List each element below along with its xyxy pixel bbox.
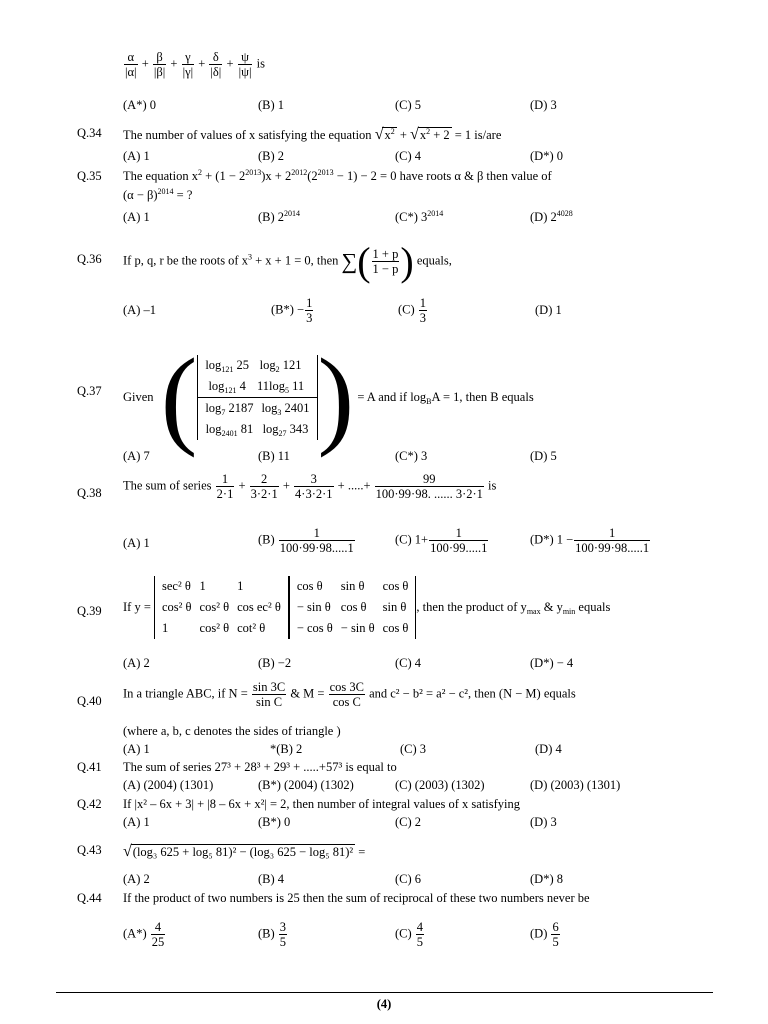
option-d[interactable]: (D) (2003) (1301)	[530, 778, 621, 792]
question-text: Given ( $\log_{121} 25$ $\log_2 121$ $\log_{121} 4$ $11\log_5$ 11 $\log_7 2187$ $\log_3 2401$ $\log_{2401} 81$ $\log_{27} 343$ ) = A and if $\log_BA = 1$, then B equals	[123, 336, 534, 458]
options-row	[123, 742, 723, 760]
option-d[interactable]: (D) 1	[535, 303, 562, 317]
question-39	[77, 576, 727, 644]
determinant-numerator: $\log_{121} 25$ $\log_2 121$ $\log_{121} 4$ $11\log_5$ 11	[197, 355, 317, 398]
option-d[interactable]: (D*) 1 − $\frac{1}{100\cdot 99\cdot 98.....1}$	[530, 526, 650, 555]
option-b[interactable]: (B) $\frac{3}{5}$	[258, 920, 287, 949]
option-a[interactable]: (A*) 0	[123, 98, 156, 112]
option-b[interactable]: (B) $2^{2014}$	[258, 209, 301, 224]
question-text: If y = sec² θ 1 1 cos² θ cos² θ cos ec² θ 1 cos² θ cot² θ cos θ sin θ cos θ − sin θ cos θ sin θ − cos θ − sin θ cos θ , then the product of $y_{max}$ & $y_{min}$ equals	[123, 576, 727, 639]
option-d[interactable]: (D) $2^{4028}$	[530, 209, 573, 224]
options-row	[123, 296, 723, 330]
option-c[interactable]: (C) $\frac{4}{5}$	[395, 920, 424, 949]
options-row	[123, 98, 723, 116]
question-number: Q.36	[77, 252, 102, 266]
option-b[interactable]: *(B) 2	[270, 742, 303, 756]
option-a[interactable]: (A) 1	[123, 742, 150, 756]
option-b[interactable]: (B) 1	[258, 98, 285, 112]
option-d[interactable]: (D*) 0	[530, 149, 563, 163]
option-d[interactable]: (D*) 8	[530, 872, 563, 886]
question-number: Q.39	[77, 604, 102, 618]
options-row	[123, 815, 723, 833]
question-number: Q.44	[77, 891, 102, 905]
options-row	[123, 872, 723, 890]
option-b[interactable]: (B) −2	[258, 656, 292, 670]
options-row	[123, 449, 723, 467]
fraction: $\frac{\delta}{|\delta|}$	[210, 50, 222, 79]
question-text: The number of values of x satisfying the equation $√x^2 + √x^2 + 2 = 1$ is/are	[123, 126, 502, 143]
question-number: Q.40	[77, 694, 102, 708]
fraction: $\frac{\beta}{|\beta|}$	[153, 50, 166, 79]
option-a[interactable]: (A) (2004) (1301)	[123, 778, 214, 792]
option-d[interactable]: (D) 5	[530, 449, 557, 463]
option-b[interactable]: (B*) 0	[258, 815, 291, 829]
fraction: $\frac{\psi}{|\psi|}$	[238, 50, 252, 79]
question-text: √(log₃ 625 + log₅ 81)² − (log₃ 625 − log₅ 81)² =	[123, 843, 366, 860]
option-c[interactable]: (C) 4	[395, 656, 422, 670]
option-b[interactable]: (B) $\frac{1}{100\cdot 99\cdot 98.....1}$	[258, 526, 354, 555]
option-a[interactable]: (A*) $\frac{4}{25}$	[123, 920, 165, 949]
question-number: Q.34	[77, 126, 102, 140]
option-c[interactable]: (C*) 3	[395, 449, 428, 463]
fraction: $\frac{\alpha}{|\alpha|}$	[125, 50, 137, 79]
option-c[interactable]: (C) 2	[395, 815, 422, 829]
question-number: Q.37	[77, 384, 102, 398]
question-number: Q.43	[77, 843, 102, 857]
question-text: The sum of series 27³ + 28³ + 29³ + .....+57³ is equal to	[123, 760, 397, 774]
page-number: (4)	[376, 997, 392, 1011]
options-row	[123, 210, 723, 228]
option-d[interactable]: (D*) − 4	[530, 656, 574, 670]
question-number: Q.38	[77, 486, 102, 500]
option-c[interactable]: (C) 1+ $\frac{1}{100\cdot 99.....1}$	[395, 526, 488, 555]
footer-divider	[56, 992, 713, 993]
option-a[interactable]: (A) 1	[123, 149, 150, 163]
options-row	[123, 526, 723, 562]
radical-icon: √	[374, 126, 384, 143]
option-a[interactable]: (A) 1	[123, 815, 150, 829]
options-row	[123, 656, 723, 674]
option-c[interactable]: (C) 5	[395, 98, 422, 112]
radical-icon: √	[410, 126, 419, 143]
option-a[interactable]: (A) 2	[123, 872, 150, 886]
question-number: Q.35	[77, 169, 102, 183]
sigma-icon: ∑	[341, 248, 358, 274]
option-b[interactable]: (B) 11	[258, 449, 290, 463]
options-row	[123, 778, 723, 796]
option-c[interactable]: (C*) $3^{2014}$	[395, 209, 444, 224]
question-text: In a triangle ABC, if N = $\frac{\sin 3C}{\text{sin C}}$ & M = $\frac{\cos 3C}{\text{cos C}}$ and c² − b² = a² − c², then (N − M) equals	[123, 680, 576, 709]
question-number: Q.42	[77, 797, 102, 811]
question-text: If p, q, r be the roots of $x^3 + x + 1 = 0$, then ∑( $\frac{1 + p}{1 - p}$ ) equals,	[123, 239, 452, 284]
option-b[interactable]: (B*) − $\frac{1}{3}$	[271, 296, 313, 325]
radical-icon: √	[123, 843, 132, 860]
option-c[interactable]: (C) 4	[395, 149, 422, 163]
question-text: The equation $x^2 + (1 - 2^{2013})x + 2^{2012}(2^{2013} - 1) - 2 = 0$ have roots α & β then value of	[123, 168, 552, 183]
option-a[interactable]: (A) 1	[123, 536, 150, 550]
option-b[interactable]: (B) 4	[258, 872, 285, 886]
options-row	[123, 920, 723, 956]
determinant-fraction	[197, 355, 317, 440]
determinant-denominator: $\log_7 2187$ $\log_3 2401$ $\log_{2401} 81$ $\log_{27} 343$	[197, 398, 317, 440]
question-number: Q.41	[77, 760, 102, 774]
fraction: $\frac{\gamma}{|\gamma|}$	[182, 50, 194, 79]
determinant-2: cos θ sin θ cos θ − sin θ cos θ sin θ − cos θ − sin θ cos θ	[289, 576, 417, 639]
option-c[interactable]: (C) (2003) (1302)	[395, 778, 485, 792]
option-b[interactable]: (B*) (2004) (1302)	[258, 778, 354, 792]
fraction: $\frac{1 + p}{1 - p}$	[372, 247, 399, 276]
option-d[interactable]: (D) 3	[530, 815, 557, 829]
option-a[interactable]: (A) –1	[123, 303, 156, 317]
option-c[interactable]: (C) 3	[400, 742, 427, 756]
determinant-1: sec² θ 1 1 cos² θ cos² θ cos ec² θ 1 cos² θ cot² θ	[154, 576, 289, 639]
question-text: If |x² – 6x + 3| + |8 – 6x + x²| = 2, then number of integral values of x satisfying	[123, 797, 521, 811]
question-text: The sum of series $\frac{1}{2\cdot 1}$ + $\frac{2}{3\cdot 2\cdot 1}$ + $\frac{3}{4\cdot 3\cdot 2\cdot 1}$ + .....+ $\frac{99}{100\cdot 99\cdot 98. ...... 3\cdot 2\cdot 1}$ is	[123, 472, 497, 501]
option-a[interactable]: (A) 2	[123, 656, 150, 670]
option-a[interactable]: (A) 1	[123, 210, 150, 224]
option-d[interactable]: (D) 3	[530, 98, 557, 112]
option-d[interactable]: (D) 4	[535, 742, 562, 756]
question-text: If the product of two numbers is 25 then the sum of reciprocal of these two numbers never be	[123, 891, 590, 905]
fraction-sum-expression: $\frac{\alpha}{|\alpha|}$ + $\frac{\beta}{|\beta|}$ + $\frac{\gamma}{|\gamma|}$ + $\frac{\delta}{|\delta|}$ + $\frac{\psi}{|\psi|}$ is	[125, 50, 265, 79]
options-row	[123, 149, 723, 167]
option-c[interactable]: (C) $\frac{1}{3}$	[398, 296, 427, 325]
option-d[interactable]: (D) $\frac{6}{5}$	[530, 920, 559, 949]
option-c[interactable]: (C) 6	[395, 872, 422, 886]
option-b[interactable]: (B) 2	[258, 149, 285, 163]
option-a[interactable]: (A) 7	[123, 449, 150, 463]
